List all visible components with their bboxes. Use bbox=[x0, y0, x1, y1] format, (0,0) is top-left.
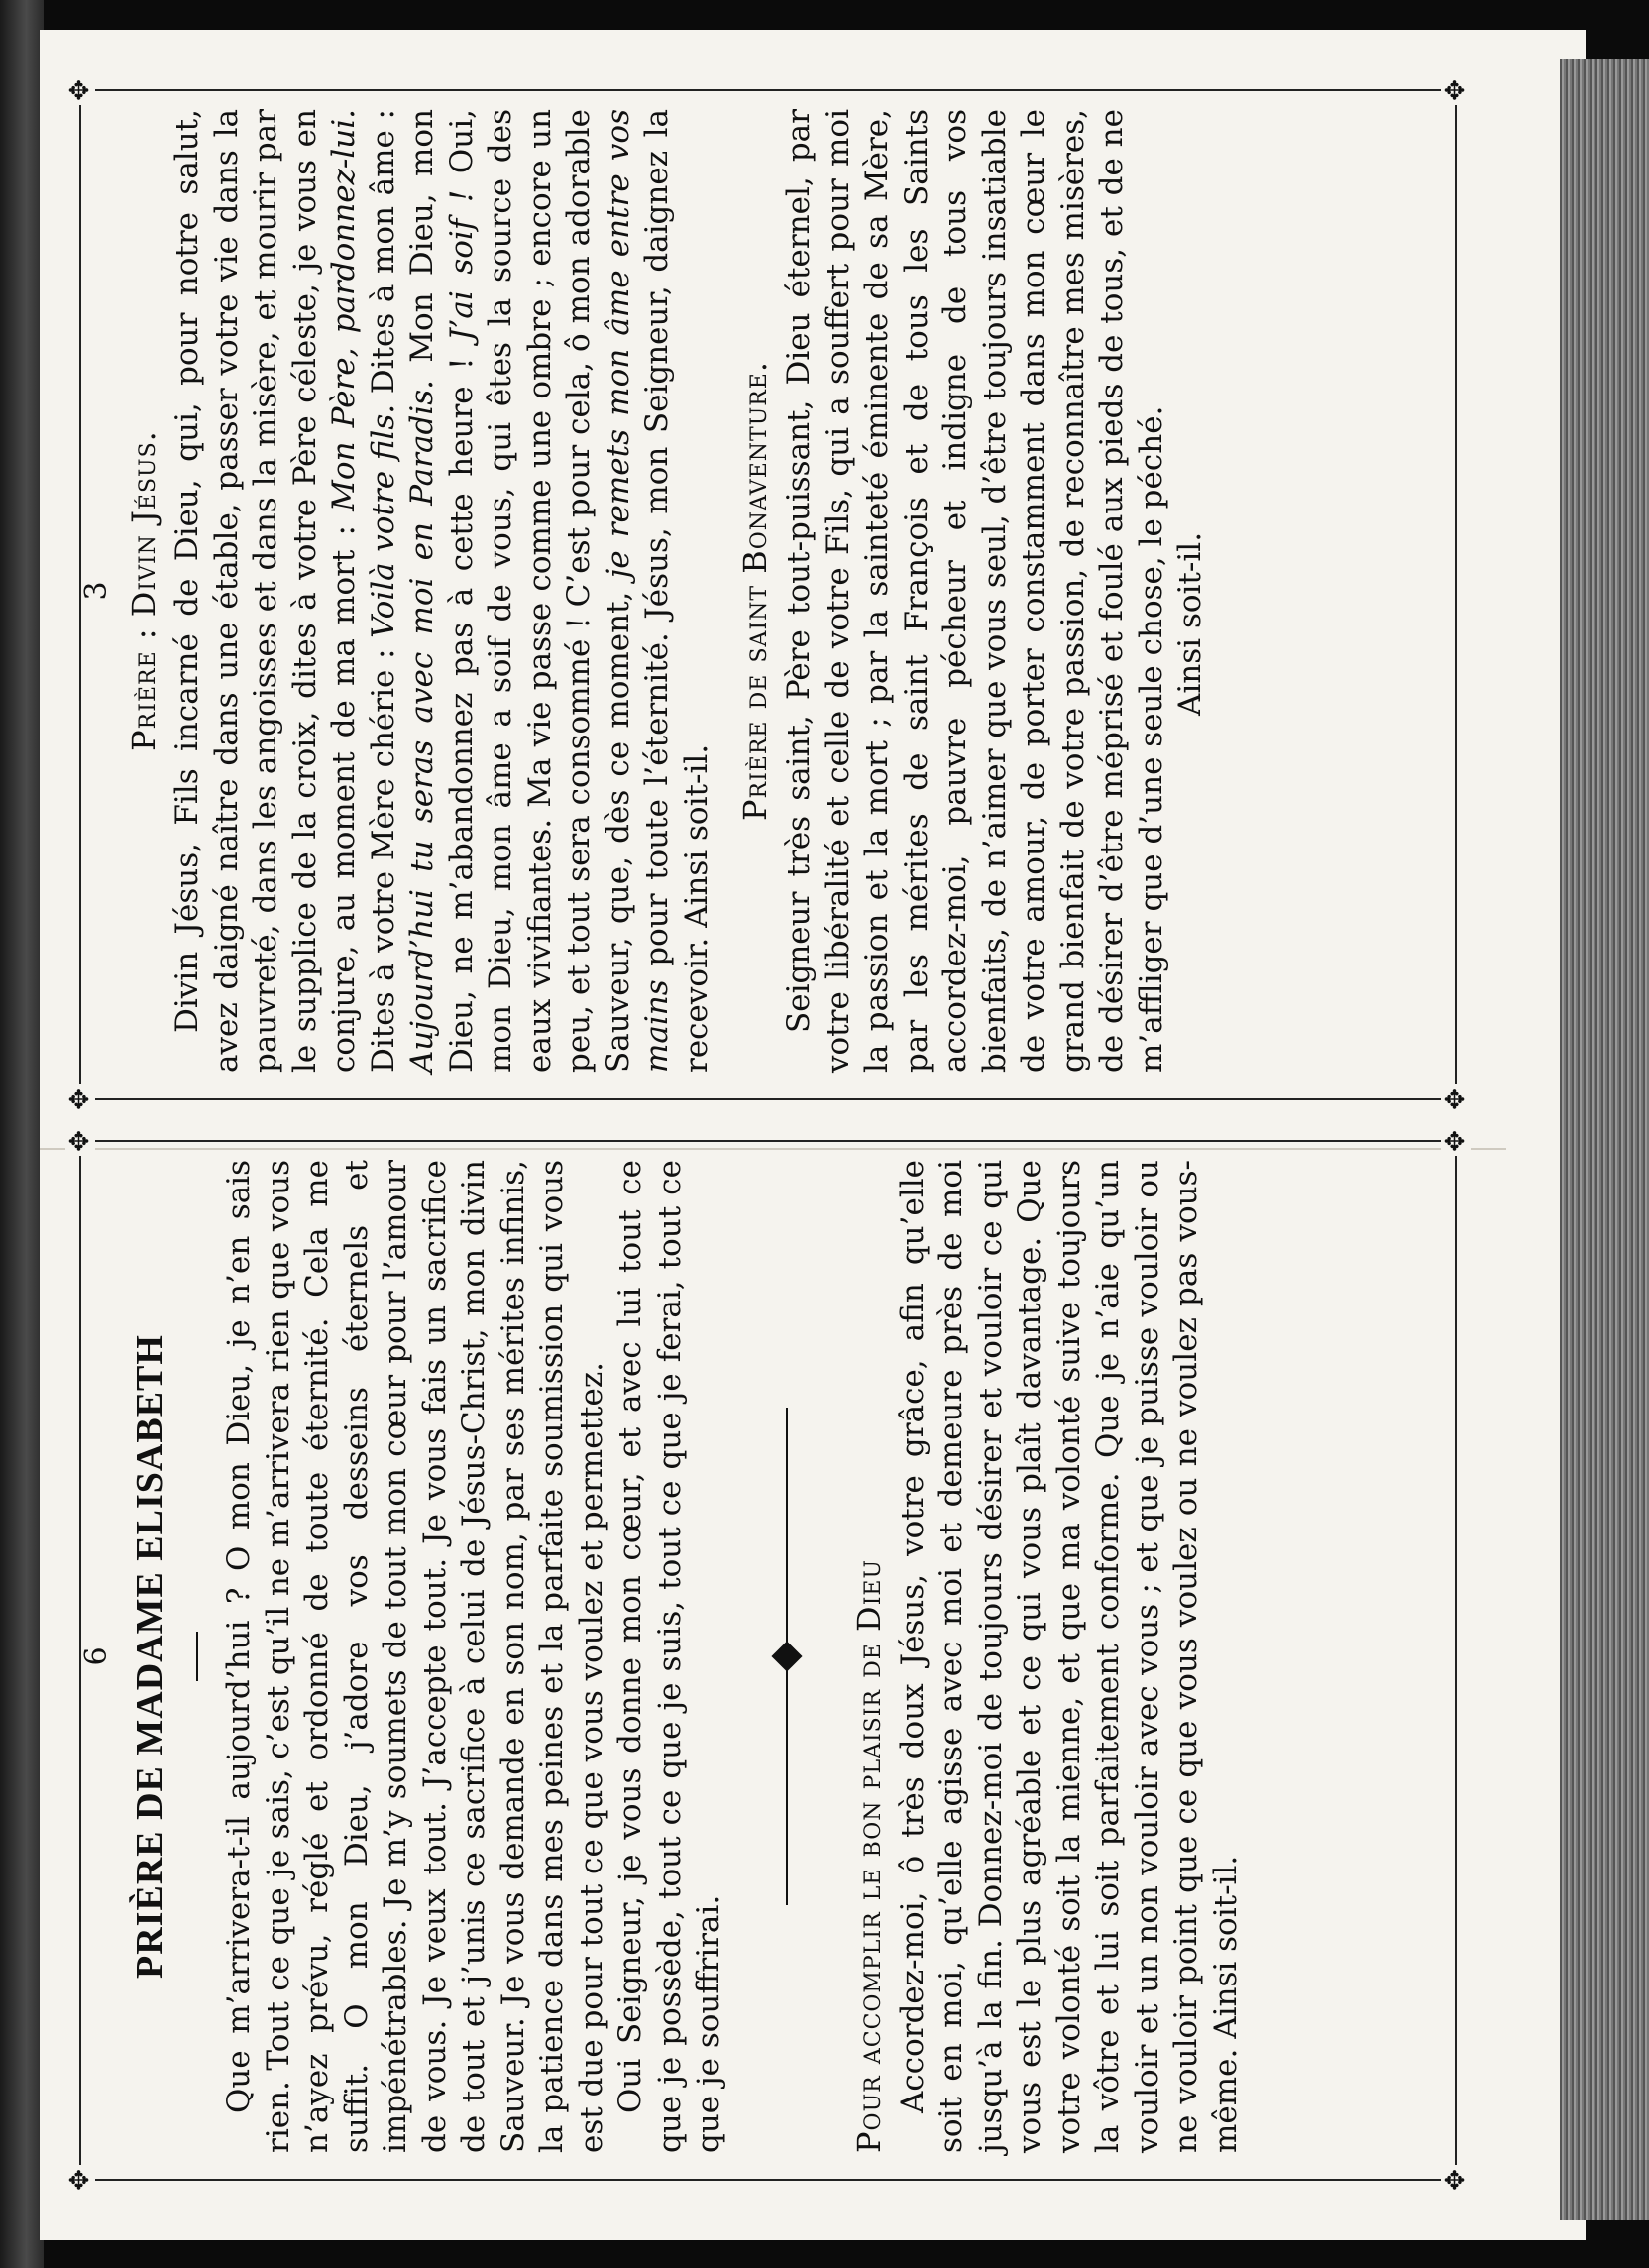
text-run: Dites à votre Mère chérie : bbox=[365, 637, 401, 1073]
prayer-paragraph: Que m’arrivera-t-il aujourd’hui ? O mon Dieu, je n’en sais rien. Tout ce que je sais, c’est qu’il ne m’arrivera rien que vous n’ayez prévu, réglé et ordonné de toute éternité. Cela me suffit. O mon Dieu, j’adore vos desseins éternels et impénétrables. Je m’y soumets de tout mon cœur pour l’amour de vous. Je veux tout. J’accepte tout. Je vous fais un sacrifice de tout et j’unis ce sacrifice à celui de Jésus-Christ, mon divin Sauveur. Je vous demande en son nom, par ses mérites infinis, la patience dans mes peines et la parfaite soumission qui vous est due pour tout ce que vous voulez et permettez. bbox=[221, 1160, 609, 2153]
prayer-paragraph bbox=[168, 109, 716, 1073]
page-6 bbox=[59, 1130, 1477, 2191]
section-title: Pour accomplir le bon plaisir de Dieu bbox=[849, 1559, 888, 2153]
page-content bbox=[67, 1160, 1437, 2153]
page-content bbox=[67, 109, 1437, 1073]
corner-ornament-icon: ✥ bbox=[1441, 1084, 1471, 1114]
text-run: Oui, mon Dieu, mon âme a soif de vous, qui êtes la source des eaux vivifiantes. Ma vie passe comme une ombre ; encore un peu, et tout sera consommé ! C’est pour cela, ô mon adorable Sauveur, que, dès ce moment, bbox=[443, 109, 636, 1073]
corner-ornament-icon: ✥ bbox=[65, 2165, 95, 2195]
corner-ornament-icon: ✥ bbox=[1441, 75, 1471, 105]
text-run: Dites à mon âme : bbox=[365, 109, 401, 404]
text-run: pour toute l’éternité. Jésus, mon Seigneur, daignez la recevoir. Ainsi soit-il. bbox=[639, 109, 715, 1073]
section-title: Prière de saint Bonaventure. bbox=[736, 360, 774, 822]
text-run: Mon Dieu, mon Dieu, ne m’abandonnez pas à cette heure ! bbox=[404, 109, 480, 1073]
section-divider bbox=[757, 1160, 817, 2153]
corner-ornament-icon: ✥ bbox=[1441, 2165, 1471, 2195]
page-number: 6 bbox=[79, 1646, 114, 1666]
page-title: PRIÈRE DE MADAME ELISABETH bbox=[129, 1334, 170, 1979]
corner-ornament-icon: ✥ bbox=[65, 75, 95, 105]
italic-quote: Voilà votre fils. bbox=[365, 403, 401, 638]
italic-quote: Aujourd’hui tu seras avec moi en Paradis. bbox=[404, 380, 440, 1073]
italic-quote: je remets mon âme entre vos mains bbox=[600, 109, 675, 1073]
diamond-icon bbox=[771, 1641, 802, 1671]
corner-ornament-icon: ✥ bbox=[1441, 1126, 1471, 1156]
prayer-paragraph: Seigneur très saint, Père tout-puissant, Dieu éternel, par votre libéralité et celle de votre Fils, qui a souffert pour moi la passion et la mort ; par la sainteté éminente de sa Mère, par les mérites de saint François et de tous les Saints accordez-moi, pauvre pécheur et indigne de tous vos bienfaits, de n’aimer que vous seul, d’être toujours insatiable de votre amour, de porter constamment dans mon cœur le grand bienfait de votre passion, de reconnaître mes misères, de désirer d’être méprisé et foulé aux pieds de tous, et de ne m’affliger que d’une seule chose, le péché. bbox=[781, 109, 1169, 1073]
section-title: Prière : Divin Jésus. bbox=[125, 430, 163, 751]
page-edges bbox=[1560, 59, 1649, 2220]
italic-quote: J’ai soif ! bbox=[443, 189, 480, 341]
text-run: Divin Jésus, Fils incarné de Dieu, qui, pour notre salut, avez daigné naître dans une étable, passer votre vie dans la pauvreté, dans les angoisses et dans la misère, et mourir par le supplice de la croix, dites à votre Père céleste, je vous en conjure, au moment de ma mort : bbox=[169, 109, 362, 1073]
prayer-paragraph: Oui Seigneur, je vous donne mon cœur, et avec lui tout ce que je possède, tout ce que je suis, tout ce que je ferai, tout ce que je souffrirai. bbox=[612, 1160, 726, 2153]
prayer-closing: Ainsi soit-il. bbox=[1172, 531, 1208, 716]
prayer-paragraph: Accordez-moi, ô très doux Jésus, votre grâce, afin qu’elle soit en moi, qu’elle agisse avec moi et demeure près de moi jusqu’à la fin. Donnez-moi de toujours désirer et vouloir ce qui vous est le plus agréable et ce qui vous plaît davantage. Que votre volonté soit la mienne, et que ma volonté suive toujours la vôtre et lui soit parfaitement conforme. Que je n’aie qu’un vouloir et un non vouloir avec vous ; et que je puisse vouloir ou ne vouloir point que ce que vous voulez ou ne voulez pas vous-même. Ainsi soit-il. bbox=[894, 1160, 1244, 2153]
italic-quote: Mon Père, pardonnez-lui. bbox=[326, 109, 362, 511]
title-rule bbox=[196, 1632, 198, 1681]
page-number: 3 bbox=[79, 581, 114, 601]
corner-ornament-icon: ✥ bbox=[65, 1084, 95, 1114]
corner-ornament-icon: ✥ bbox=[65, 1126, 95, 1156]
page-3 bbox=[59, 79, 1477, 1110]
book-spine bbox=[0, 0, 44, 2268]
